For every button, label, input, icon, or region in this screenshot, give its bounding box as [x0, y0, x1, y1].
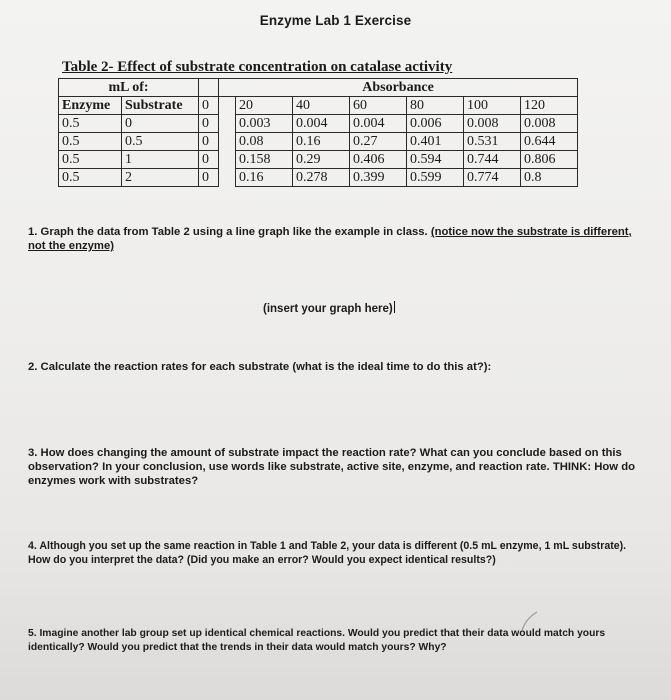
column-header: 80 [407, 97, 464, 115]
table-cell: 0 [199, 169, 219, 187]
table-cell: 0.08 [236, 133, 293, 151]
table-cell: 0.5 [59, 169, 122, 187]
absorbance-table [58, 78, 578, 187]
question-1 [28, 225, 648, 253]
table-row [59, 151, 578, 169]
column-header: 60 [350, 97, 407, 115]
table-cell: 2 [122, 169, 199, 187]
column-gap [219, 133, 236, 151]
table-cell: 0 [199, 115, 219, 133]
table-cell: 0.774 [464, 169, 521, 187]
table-cell: 0.004 [293, 115, 350, 133]
table-row [59, 169, 578, 187]
table-cell: 0.16 [293, 133, 350, 151]
table-cell: 0.5 [59, 151, 122, 169]
column-header: 100 [464, 97, 521, 115]
table-cell: 0.5 [59, 115, 122, 133]
insert-graph-text: (insert your graph here) [263, 303, 393, 315]
column-header-row [59, 97, 578, 115]
table-cell: 0 [122, 115, 199, 133]
question-1-note: (notice now the substrate is different, not the enzyme) [28, 226, 632, 252]
question-2: 2. Calculate the reaction rates for each substrate (what is the ideal time to do this at?): [28, 361, 492, 373]
question-1-text: 1. Graph the data from Table 2 using a line graph like the example in class. [28, 226, 431, 238]
column-gap [219, 97, 236, 115]
column-header: 120 [521, 97, 578, 115]
table-cell: 0.5 [122, 133, 199, 151]
table-cell: 0.006 [407, 115, 464, 133]
question-5: 5. Imagine another lab group set up identical chemical reactions. Would you predict that their data would match yours identically? Would you predict that the trends in their data would match yours? Why? [28, 628, 606, 653]
table-cell: 0.401 [407, 133, 464, 151]
table-cell: 0.5 [59, 133, 122, 151]
table-cell: 0.8 [521, 169, 578, 187]
table-cell: 0.744 [464, 151, 521, 169]
question-4: 4. Although you set up the same reaction in Table 1 and Table 2, your data is different (0.5 mL enzyme, 1 mL substrate). How do you interpret the data? (Did you make an error? Would you expect identical results?) [28, 540, 627, 566]
column-gap [219, 151, 236, 169]
table-cell: 0.158 [236, 151, 293, 169]
column-header: Substrate [122, 97, 199, 115]
table-caption-text: Table 2- Effect of substrate concentration on catalase activity [62, 59, 453, 75]
table-cell: 1 [122, 151, 199, 169]
column-gap [219, 115, 236, 133]
table-cell: 0.399 [350, 169, 407, 187]
group-header-row [59, 79, 578, 97]
table-cell: 0.004 [350, 115, 407, 133]
table-row [59, 133, 578, 151]
page-title: Enzyme Lab 1 Exercise [259, 13, 412, 28]
table-caption [62, 59, 452, 76]
table-cell: 0.008 [464, 115, 521, 133]
column-header: 40 [293, 97, 350, 115]
table-cell: 0 [199, 151, 219, 169]
pen-mark-icon [520, 610, 540, 632]
column-header: Enzyme [59, 97, 122, 115]
table-cell: 0.594 [407, 151, 464, 169]
table-cell: 0.599 [407, 169, 464, 187]
table-cell: 0 [199, 133, 219, 151]
table-row [59, 115, 578, 133]
question-3: 3. How does changing the amount of substrate impact the reaction rate? What can you conclude based on this observation? In your conclusion, use words like substrate, active site, enzyme, and reaction rate. THINK: How do enzymes work with substrates? [28, 447, 636, 487]
group-header-ml: mL of: [59, 79, 199, 97]
column-header: 20 [236, 97, 293, 115]
group-header-absorbance: Absorbance [219, 79, 578, 97]
column-gap [219, 169, 236, 187]
text-cursor [394, 301, 395, 313]
table-cell: 0.278 [293, 169, 350, 187]
table-cell: 0.27 [350, 133, 407, 151]
insert-graph-placeholder[interactable] [263, 301, 395, 315]
table-cell: 0.644 [521, 133, 578, 151]
group-header-spacer [199, 79, 219, 97]
table-cell: 0.16 [236, 169, 293, 187]
table-cell: 0.806 [521, 151, 578, 169]
table-cell: 0.003 [236, 115, 293, 133]
table-cell: 0.531 [464, 133, 521, 151]
table-cell: 0.29 [293, 151, 350, 169]
table-cell: 0.008 [521, 115, 578, 133]
table-cell: 0.406 [350, 151, 407, 169]
column-header: 0 [199, 97, 219, 115]
